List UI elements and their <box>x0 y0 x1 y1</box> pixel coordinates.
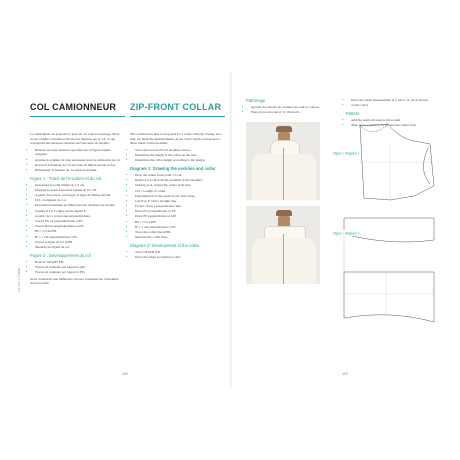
bodice-diagram <box>360 124 434 200</box>
pattern-diagrams <box>330 122 442 362</box>
list-item: • on the collar. <box>351 103 442 108</box>
fig2-heading-fr: Figure 2 : Développement du col <box>30 252 91 258</box>
title-rule-fr <box>30 116 125 117</box>
armhole-curve <box>423 148 430 184</box>
collar-outline-bottom <box>344 272 434 322</box>
list-item: • Tracez en rondeurs par rapport à ED. <box>35 270 122 275</box>
list-item: • Tracez en rondeurs par rapport à AD. <box>35 265 122 270</box>
list-item: • Draw the shape in relation to AD. <box>135 255 222 260</box>
fr-intro: Le camionneur est proposé ici pour un col sans boutonnage. Nous avons comme convention d'écrire les mesures sur le col, ce qui correspond aux mesures relevées sur l'encolure du modèle. <box>30 132 120 146</box>
list-item: • Drop the center front point 1.5 cm. <box>135 173 222 178</box>
list-item: • Remove 0.5 cm from the neckline at the shoulder. <box>135 178 222 183</box>
list-item: • Determine the collar height according to the design. <box>135 158 222 163</box>
list-item: • Ajoutez le schéma de base nécessaire pour la réalisation du col. <box>35 158 122 163</box>
en-intro: The construction here is proposed for a collar with zip closing. As a rule, we mark the measurements on the collar which correspond to those taken on the neckline. <box>130 132 222 146</box>
list-item: • Add the seam allowances all around. <box>351 118 442 123</box>
list-item: • Determine the height of the collar on the axis. <box>135 153 222 158</box>
list-item: • A partir de C, tracez une perpendiculaire. <box>35 214 122 219</box>
list-item: • Draw FG perpendicular to EF. <box>135 209 222 214</box>
en-list-a <box>130 148 222 163</box>
fr-list-c <box>30 260 122 275</box>
fr-list-b <box>30 183 122 250</box>
gutter <box>230 72 232 388</box>
patronage-heading: Patronage <box>246 98 266 103</box>
list-item: • CD = Length of collar. <box>135 189 222 194</box>
list-item: • Perpendicular to the center front, draw lines. <box>135 194 222 199</box>
list-item: • Descendre le point milieu de 1,5 cm. <box>35 183 122 188</box>
list-item: • Reportez la hauteur du col sur l'axe de milieu devant et dos. <box>35 163 122 168</box>
fig1-heading-fr: Figure 1 : Tracé de l'encolure et du col <box>30 175 102 181</box>
english-column <box>130 132 222 262</box>
en-list-b <box>130 173 222 240</box>
list-item: • Ajoutez les valeurs de coutures sur tout le contour. <box>251 105 326 110</box>
zipper <box>283 234 284 284</box>
collar-photo-2 <box>246 206 320 284</box>
fig1-label: Figure / Diagram 1 <box>333 151 360 156</box>
fr-outro: Nous constatons une différence qui sera comparée par l'ensemble du bord-côtes. <box>30 276 119 286</box>
patronage-column <box>246 98 326 117</box>
list-item: • Join E to F with a straight line. <box>135 199 222 204</box>
patronage-list <box>246 105 326 115</box>
fr-list-a <box>30 148 122 173</box>
fig2-heading-en: Diagram 2: Development of the collar <box>130 242 200 248</box>
list-item: • Measure the collar lines. <box>135 235 222 240</box>
collar-photo-1 <box>246 122 320 200</box>
list-item: • Déterminez la hauteur de col selon le modèle. <box>35 168 122 173</box>
right-top-list <box>346 98 442 108</box>
right-page <box>234 72 448 388</box>
list-item: • Then place a notch at 11 cm and the center fold. <box>351 123 442 128</box>
side-running-text: Le col • Collar <box>16 267 21 292</box>
title-fr: COL CAMIONNEUR <box>30 102 117 112</box>
list-item: • Perpendiculairement au milieu devant, dessinez les droites. <box>35 203 122 208</box>
list-item: • Dégager le point d'encolure épaule de 0,5 cm. <box>35 188 122 193</box>
list-item: • Trace GFGHT ED. <box>135 250 222 255</box>
title-en: ZIP-FRONT COLLAR <box>130 102 222 112</box>
list-item: • Mesurez les lignes de col. <box>35 245 122 250</box>
pattern-svg <box>330 122 442 362</box>
list-item: • Relevez GFGHT ED. <box>35 260 122 265</box>
list-item: • IF = 1 cm perpendicular to EI. <box>135 225 222 230</box>
list-item: • A partir du point A, prolongez la ligne de milieu devant. <box>35 193 122 198</box>
list-item: • Draw the shape measurement at 5 cm to 11 cm as shown. <box>351 98 442 103</box>
fig1-heading-en: Diagram 1: Drawing the neckline and collar <box>130 165 216 171</box>
fig2-label: Figure / Diagram 2 <box>333 231 360 236</box>
list-item: • Starting at A, extend the center front line. <box>135 183 222 188</box>
list-item: • HI = 1/3 of EH. <box>135 220 222 225</box>
french-column <box>30 132 122 288</box>
list-item: • Draw HJ perpendicular to GH. <box>135 214 222 219</box>
left-page <box>12 72 228 388</box>
list-item: • Tracez FG en perpendiculaire à EF. <box>35 219 122 224</box>
list-item: • Tracez HJ en perpendiculaire à GH. <box>35 224 122 229</box>
title-rule-en <box>130 116 225 117</box>
list-item: • From C draw a perpendicular line. <box>135 204 222 209</box>
page-number-right: 119 <box>342 372 348 376</box>
pattern-heading: Pattern <box>346 110 360 116</box>
list-item: • Tracez la ligne de col GHIJ. <box>35 240 122 245</box>
en-list-c <box>130 250 222 260</box>
list-item: • Joindre E à F, la ligne droite depuis E. <box>35 209 122 214</box>
list-item: • IF = 1 cm perpendiculaire à EI. <box>35 235 122 240</box>
list-item: • Plus, placez un cran et 11 cm de pli. <box>251 110 326 115</box>
list-item: • Relevez les deux mesures reportées sur la figure d'égale longueur. <box>35 148 122 157</box>
list-item: • Trace the collar line GHIJ. <box>135 230 222 235</box>
list-item: • CD = Longueur de col. <box>35 198 122 203</box>
list-item: • HI = 1/3 de EH. <box>35 229 122 234</box>
book-spread <box>12 72 448 388</box>
list-item: • Trace the back and front neckline curves. <box>135 148 222 153</box>
page-number-left: 118 <box>122 372 128 376</box>
zipper <box>283 148 284 200</box>
